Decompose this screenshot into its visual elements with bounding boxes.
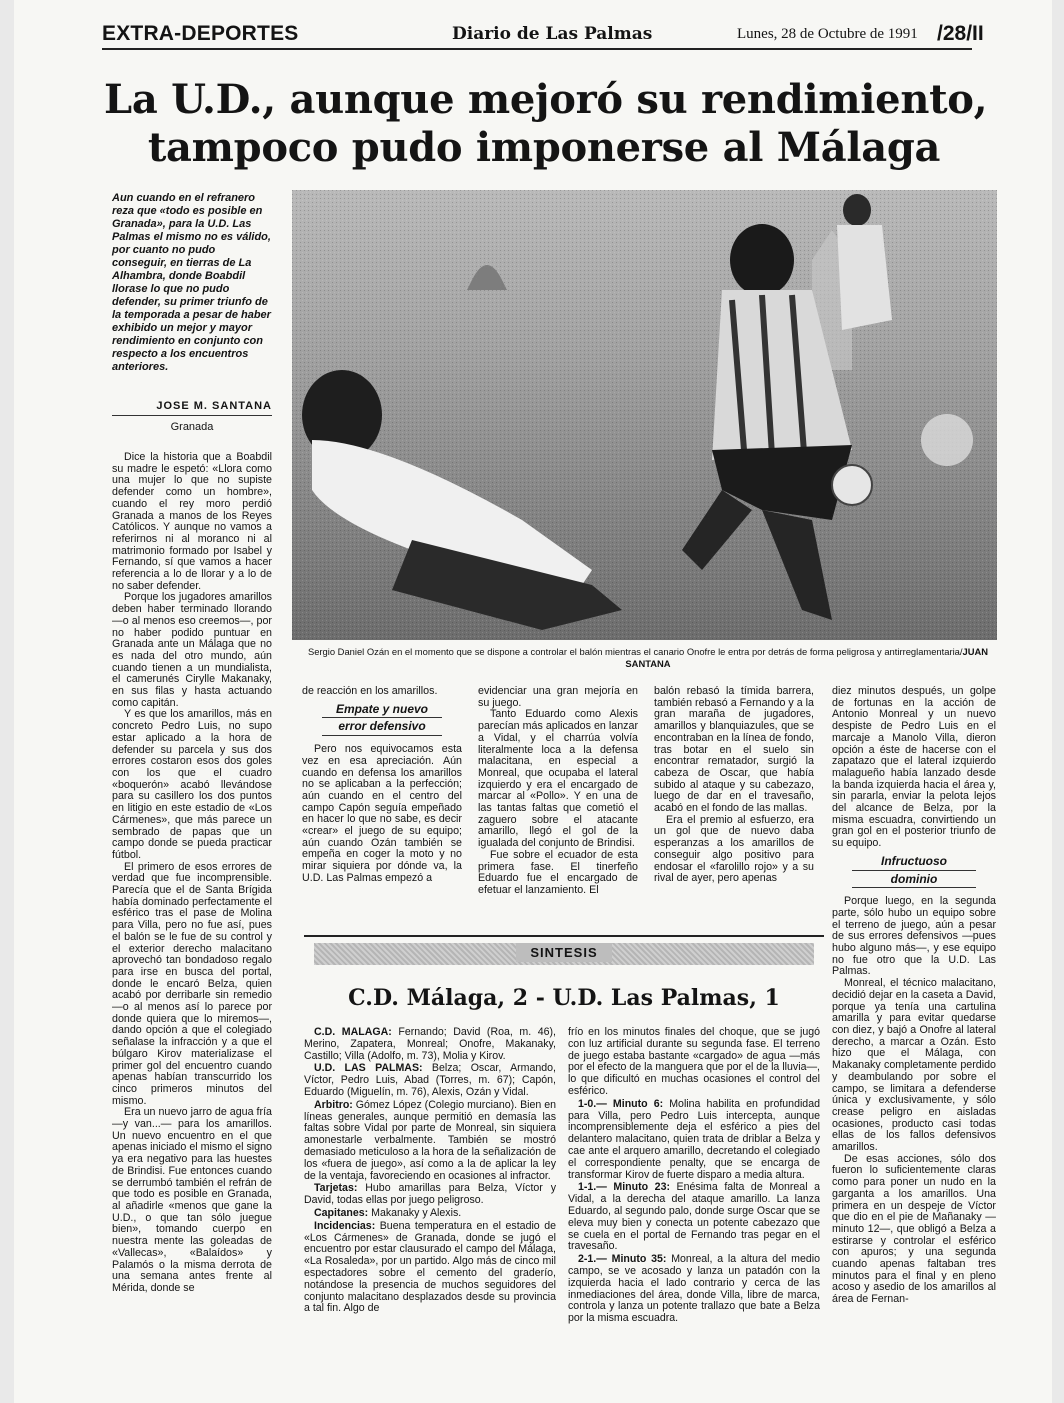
newspaper-name: Diario de Las Palmas — [452, 24, 653, 44]
football-players-photo — [292, 190, 997, 640]
entry-text: Molina habilita en profundidad para Villa, pero Pedro Luis intercepta, aunque incomprensiblemente deja el esférico a pies del delantero malacitano, quien trata de driblar a Belza y cae ante el arquero amarillo, decretando el colegiado el correspondiente penalty, que se encarga de transformar Kirov de fuerte disparo a media altura. — [568, 1097, 820, 1181]
subhead-empate — [302, 701, 462, 736]
caption-text: Sergio Daniel Ozán en el momento que se dispone a controlar el balón mientras el canario Onofre le entra por detrás de forma peligrosa y antirreglamentaria/ — [307, 646, 963, 657]
paragraph: de reacción en los amarillos. — [302, 686, 438, 697]
entry-label: 1-1.— Minuto 23: — [578, 1181, 670, 1194]
paragraph: diez minutos después, un golpe de fortunas en la acción de Antonio Monreal y un nuevo despiste de Pedro Luis en el marcaje a Manolo Villa, dieron opción a éste de hacerse con el zapatazo que el lateral izquierdo malagueño había lanzado desde la banda izquierda hacia el área y, sin pararla, enviar la pelota lejos del alcance de Belza, por la misma escuadra, convirtiendo un gran gol en el posterior triunfo de su equipo. — [832, 686, 996, 850]
headline — [104, 76, 988, 172]
entry-label: Arbitro: — [314, 1098, 353, 1111]
article-column-3 — [478, 686, 638, 921]
entry-label: Capitanes: — [314, 1206, 369, 1219]
paragraph: Tanto Eduardo como Alexis parecían más aplicados en lanzar a Vidal, y el charrúa volvía literalmente loca a la defensa malacitana, en especial a Monreal, que ocupaba el lateral izquierdo y era el encargado de marcar al «Pollo». Y en una de las tantas faltas que cometió el zaguero sobre el atacante amarillo, llegó el gol de la igualada del conjunto de Brindisi. — [478, 708, 638, 850]
article-column-4 — [654, 686, 814, 921]
paragraph: Pero nos equivocamos esta vez en esa apreciación. Aún cuando en defensa los amarillos no se aplicaban a la perfección; aún cuando en el centro del campo Capón seguía empeñado en hacer lo que no sabe, es decir «crear» el juego de su equipo; aún cuando Ozán también se empeña en coger la moto y no mirar siquiera por dónde va, la U.D. Las Palmas empezó a — [302, 743, 462, 884]
paragraph: El primero de esos errores de verdad que fue incomprensible. Parecía que el de Santa Brígida había dominado perfectamente el esférico tras el pase de Molina para Villa, pero no fue así, pues el balón se le fue de su control y el exterior derecho malacitano aprovechó tan bondadoso regalo para irse en busca del portal, donde le encaró Belza, quien acabó por derribarle sin remedio —o al menos así lo parece por donde quiera que lo miremos—, dando opción a que el colegiado señalase la infracción y a que el búlgaro Kirov materializase el primer gol del encuentro cuando apenas habían transcurrido los cinco primeros minutos del mismo. — [112, 860, 272, 1107]
paragraph: balón rebasó la tímida barrera, también rebasó a Fernando y a la gran maraña de jugadores, amarillos y blanquiazules, que se encontraban en la línea de fondo, tras botar en el suelo sin encontrar rematador, surgió la cabeza de Oscar, que había subido al ataque y su cabezazo, luego de dar en el travesaño, acabó en el fondo de las mallas. — [654, 686, 814, 815]
entry-text: Makanaky y Alexis. — [368, 1206, 462, 1219]
paragraph: Monreal, el técnico malacitano, decidió dejar en la caseta a David, porque ya tenía una cartulina amarilla y para evitar quedarse con diez, y bajó a Onofre al lateral derecho, a marcar a Ozán. Esto hizo que el Málaga, con Makanaky completamente perdido y deambulando por sobre el campo, se limitara a defenderse única y exclusivamente, y sólo crease peligro en aisladas ocasiones, producto casi todas ellas de los fallos defensivos amarillos. — [832, 977, 996, 1154]
subhead-infructuoso — [832, 853, 996, 888]
match-result-title: C.D. Málaga, 2 - U.D. Las Palmas, 1 — [348, 985, 780, 1011]
sintesis-column-left — [304, 1027, 556, 1397]
photo-credit: JUAN SANTANA — [625, 646, 989, 669]
headline-line-2: tampoco pudo imponerse al Málaga — [147, 124, 941, 171]
sintesis-band — [314, 943, 814, 965]
paragraph: Y es que los amarillos, más en concreto Pedro Luis, no supo estar aplicado a la hora de defender su parcela y sus dos errores costaron esos dos goles con los que el cuadro «boquerón» acabó llevándose para su casillero los dos puntos en litigio en este estadio de «Los Cármenes», que más parece un sembrado de papas que un campo donde se pueda practicar fútbol. — [112, 708, 272, 861]
issue-date: Lunes, 28 de Octubre de 1991 — [737, 26, 918, 42]
paragraph: De esas acciones, sólo dos fueron lo suficientemente claras como para poner un nudo en la garganta a los amarillos. Una primera en un despeje de Víctor que dio en el pie de Mañanaky —minuto 12—, que obligó a Belza a estirarse y controlar el esférico con apuros; y una segunda cuando apenas faltaban tres minutos para el final y en pleno acoso y asedio de los amarillos al área de Fernan- — [832, 1152, 996, 1306]
sintesis-box — [304, 935, 824, 1397]
lead-paragraph: Aun cuando en el refranero reza que «todo es posible en Granada», para la U.D. Las Palmas el mismo no es válido, por cuanto no pudo conseguir, en tierras de La Alhambra, donde Boabdil llorase lo que no pudo defender, su primer triunfo de la temporada a pesar de haber exhibido un mejor y mayor rendimiento en conjunto con respecto a los encuentros anteriores. — [112, 192, 271, 373]
sintesis-entry — [304, 1183, 556, 1207]
subhead-line: Empate y nuevo — [322, 704, 442, 719]
entry-label: Tarjetas: — [314, 1182, 358, 1195]
entry-label: C.D. MALAGA: — [314, 1027, 392, 1038]
article-column-1 — [112, 452, 272, 1397]
subhead-line: dominio — [852, 874, 976, 889]
sintesis-entry — [304, 1208, 556, 1220]
sintesis-entry — [304, 1063, 556, 1098]
sintesis-entry — [568, 1254, 820, 1325]
article-column-2 — [302, 686, 462, 921]
sintesis-entry — [304, 1221, 556, 1315]
entry-text: Fernando; David (Roa, m. 46), Merino, Zapatera, Monreal; Onofre, Makanaky, Castillo; Villa (Adolfo, m. 73), Molia y Kirov. — [304, 1027, 556, 1062]
sintesis-entry — [568, 1182, 820, 1253]
entry-label: 2-1.— Minuto 35: — [578, 1253, 667, 1266]
paragraph: Porque luego, en la segunda parte, sólo hubo un equipo sobre el terreno de juego, aún a pesar de sus errores defensivos —pues hubo alguno más—, y ese equipo no fue otro que la U.D. Las Palmas. — [832, 895, 996, 978]
photo-caption — [300, 646, 996, 670]
sintesis-entry — [568, 1099, 820, 1182]
sintesis-column-right — [568, 1027, 820, 1397]
page-number: /28/II — [937, 22, 984, 45]
paragraph: Fue sobre el ecuador de esta primera fase. El tinerfeño Eduardo fue el encargado de efetuar el lanzamiento. El — [478, 848, 638, 896]
sintesis-label: SINTESIS — [516, 943, 611, 962]
match-photo — [292, 190, 997, 640]
byline — [112, 400, 272, 433]
subhead-line: Infructuoso — [852, 856, 976, 871]
entry-label: 1-0.— Minuto 6: — [578, 1097, 664, 1110]
entry-text: Buena temperatura en el estadio de «Los Cármenes» de Granada, donde se jugó el encuentro por estar clausurado el campo del Málaga, «La Rosaleda», por un partido. Algo más de cinco mil espectadores sobre el cemento del graderío, notándose la presencia de muchos seguidores del conjunto malacitano desplazados desde su provincia a tal fin. Algo de — [304, 1219, 556, 1315]
entry-text: Gómez López (Colegio murciano). Bien en líneas generales, aunque permitió en demasía las faltas sobre Vidal por parte de Monreal, sin siquiera amonestarle verbalmente. También se mostró demasiado meticuloso a la hora de la señalización de los «fuera de juego», así como a la de aplicar la ley de la ventaja, favoreciendo en ocasiones al infractor. — [304, 1098, 556, 1182]
sintesis-entry — [304, 1027, 556, 1062]
entry-text: Monreal, a la altura del medio campo, se ve acosado y lanza un patadón con la izquierda hacia el lado contrario y cerca de las inmediaciones del área, donde Villa, libre de marca, controla y lanza un potente trallazo que bate a Belza por la misma escuadra. — [568, 1253, 820, 1325]
sintesis-entry — [304, 1100, 556, 1183]
entry-text: Enésima falta de Monreal a Vidal, a la derecha del ataque amarillo. La lanza Eduardo, al segundo palo, donde surge Oscar que se eleva muy bien y conecta un potente cabezazo que se cuela en el portal de Fernando tras pegar en el travesaño. — [568, 1181, 820, 1253]
header-rule — [102, 48, 972, 50]
article-column-5 — [832, 686, 996, 1396]
dateline-place: Granada — [170, 421, 214, 433]
sintesis-entry — [568, 1027, 820, 1098]
entry-label: U.D. LAS PALMAS: — [314, 1062, 423, 1075]
entry-text: frío en los minutos finales del choque, que se jugó con luz artificial durante su segunda fase. El terreno de juego estaba bastante «cargado» de agua —más por el efecto de la manguera que por el de la lluvia—, lo que dificultó en muchas ocasiones el control del esférico. — [568, 1027, 820, 1097]
paragraph: Era el premio al esfuerzo, era un gol que de nuevo daba esperanzas a los amarillos de conseguir algo positivo para endosar el «farolillo rojo» y a su rival de ayer, pero apenas — [654, 813, 814, 885]
subhead-line: error defensivo — [322, 721, 442, 736]
section-label: EXTRA-DEPORTES — [102, 22, 299, 45]
page-header — [102, 22, 1002, 52]
paragraph: Dice la historia que a Boabdil su madre le espetó: «Llora como una mujer lo que no supiste defender como un hombre», cuando el rey moro perdió Granada a manos de los Reyes Católicos. Y aunque no vamos a referirnos ni al moranco ni al matrimonio formado por Isabel y Fernando, sí que vamos a hacer referencia a lo de llorar y a lo de no saber defender. — [112, 452, 272, 592]
entry-text: Belza; Oscar, Armando, Víctor, Pedro Luis, Abad (Torres, m. 67); Capón, Eduardo (Miguelín, m. 76), Alexis, Ozán y Vidal. — [304, 1062, 556, 1098]
paragraph: evidenciar una gran mejoría en su juego. — [478, 686, 638, 709]
author-name: JOSE M. SANTANA — [112, 400, 272, 416]
newspaper-page — [14, 0, 1052, 1403]
headline-line-1: La U.D., aunque mejoró su rendimiento, — [104, 76, 988, 123]
paragraph: Porque los jugadores amarillos deben haber terminado llorando —o al menos eso creemos—, por no haber podido puntuar en Granada ante un Málaga que no es nada del otro mundo, aún cuando tienen a un mundialista, el camerunés Cirylle Makanaky, en sus filas y hasta actuando como capitán. — [112, 591, 272, 709]
entry-text: Hubo amarillas para Belza, Víctor y David, todas ellas por juego peligroso. — [304, 1182, 556, 1207]
entry-label: Incidencias: — [314, 1219, 376, 1232]
paragraph: Era un nuevo jarro de agua fría —y van...— para los amarillos. Un nuevo encuentro en el que apenas iniciado el mismo el signo ya era negativo para las huestes de Brindisi. Fue entonces cuando se derrumbó también el refrán de que todo es posible en Granada, al añadirle «menos que gane la U.D., o que tan sólo juegue bien», tomando cuerpo en nuestra mente las goleadas de «Vallecas», «Balaídos» y Palamós o la misma derrota de una semana antes frente al Mérida, donde se — [112, 1106, 272, 1294]
